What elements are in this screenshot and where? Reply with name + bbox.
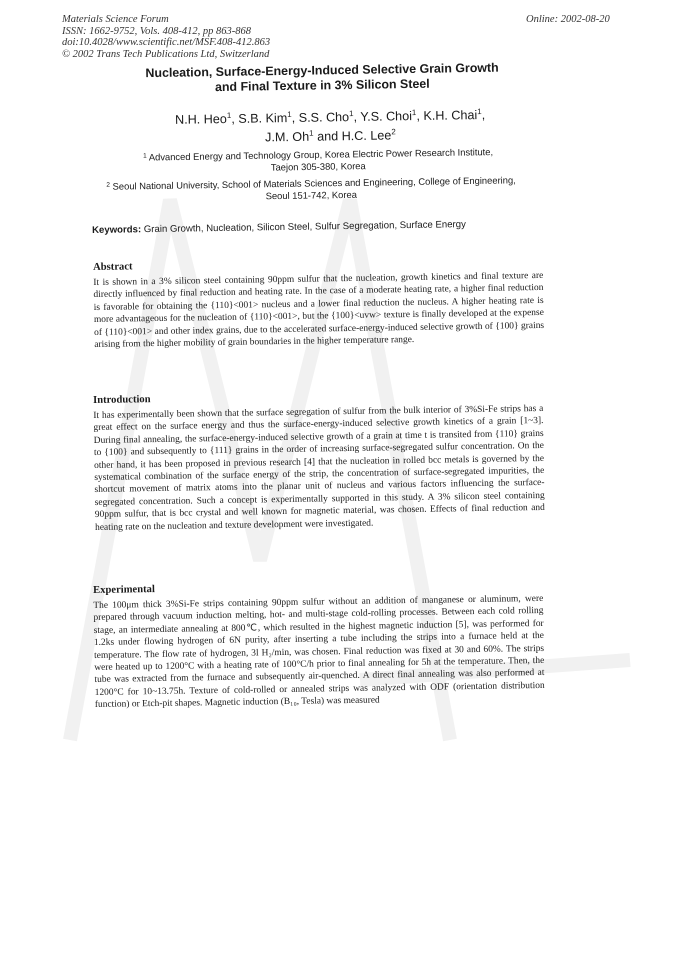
keywords-label: Keywords: (92, 224, 142, 236)
experimental-section (93, 578, 545, 712)
abstract-body: It is shown in a 3% silicon steel containing 90ppm sulfur that the nucleation, growth kinetics and final texture are directly influenced by final reduction and heating rate. In the case of a moderate heating rate, a higher final reduction is favorable for obtaining the {110}<001> nucleus and a lower final reduction the nucleus. A higher heating rate is more advantageous for the nucleation of {110}<001>, but the {100}<uvw> texture is finally developed at the expense of {110}<001> and other index grains, due to the accelerated surface-energy-induced selective growth of {100} grains arising from the higher mobility of grain boundaries in the higher temperature range. (93, 270, 545, 351)
experimental-heading: Experimental (93, 584, 155, 596)
author-name: Y.S. Choi (360, 109, 413, 124)
abstract-section (93, 255, 544, 351)
issn-line: ISSN: 1662-9752, Vols. 408-412, pp 863-868 (62, 25, 251, 37)
title-line-1: Nucleation, Surface-Energy-Induced Selective Grain Growth (145, 60, 499, 81)
author-name: N.H. Heo (174, 112, 227, 127)
paper-title (92, 60, 552, 96)
abstract-heading: Abstract (93, 261, 133, 273)
author-line-2: J.M. Oh$^1$ and H.C. Lee$^2$ (264, 127, 396, 145)
author-name: K.H. Chai (423, 108, 478, 123)
introduction-heading: Introduction (93, 394, 151, 406)
introduction-body: It has experimentally been shown that the surface segregation of sulfur from the bulk interior of 3%Si-Fe strips has a great effect on the surface energy and thus the surface-energy-induced selective growth kinetics of a grain [1~3]. During final annealing, the surface-energy-induced selective growth of a grain at time t is transited from {110} grains to {100} and subsequently to {111} grains in the order of increasing surface-segregated sulfur concentration. On the other hand, it has been proposed in previous research [4] that the nucleation in rolled bcc metals is governed by the systematical combination of the surface energy of the strip, the concentration of surface-segregated impurities, the shortcut movement of matrix atoms into the planar unit of nucleus and various factors influencing the surface-segregated concentration. Such a concept is experimentally supported in this study. A 3% silicon steel containing 90ppm sulfur, that is bcc crystal and well known for magnetic material, was chosen. Effects of final reduction and heating rate on the nucleation and texture development were investigated. (93, 403, 545, 533)
affiliation-1: $^1$ Advanced Energy and Technology Group, Korea Electric Power Research Institute, Taejon 305-380, Korea (143, 146, 494, 173)
copyright-line: © 2002 Trans Tech Publications Ltd, Switzerland (62, 48, 270, 60)
journal-header (62, 14, 270, 60)
author-line-1: N.H. Heo$^1$, S.B. Kim$^1$, S.S. Cho$^1$, Y.S. Choi$^1$, K.H. Chai$^1$, (174, 107, 486, 127)
keywords (92, 217, 592, 236)
author-name: H.C. Lee (341, 128, 392, 144)
journal-name: Materials Science Forum (62, 14, 169, 25)
title-line-2: and Final Texture in 3% Silicon Steel (214, 76, 430, 94)
author-list (100, 103, 561, 148)
doi-link[interactable]: doi:10.4028/www.scientific.net/MSF.408-412.863 (62, 37, 271, 48)
author-name: J.M. Oh (264, 129, 310, 145)
affiliation-2: $^2$ Seoul National University, School of Materials Sciences and Engineering, College of Engineering, Seoul 151-742, Korea (106, 174, 516, 201)
keywords-text: Grain Growth, Nucleation, Silicon Steel, Sulfur Segregation, Surface Energy (143, 219, 466, 236)
online-date: Online: 2002-08-20 (526, 14, 610, 25)
experimental-body: The 100μm thick 3%Si-Fe strips containing 90ppm sulfur without an addition of manganese or aluminum, were prepared through vacuum induction melting, hot- and multi-stage cold-rolling processes. Between each cold rolling stage, an intermediate annealing at 800℃, which resulted in the highest magnetic induction [5], was performed for 1.2ks under flowing hydrogen of 6N purity, after inserting a tube including the strips into a furnace held at the temperature. The flow rate of hydrogen, 3l H₂/min, was chosen. Final reduction was fixed at 30 and 60%. The strips were heated up to 1200°C with a heating rate of 100°C/h prior to final annealing for 5h at the temperature. Then, the tube was extracted from the furnace and subsequently air-quenched. A direct final annealing was also performed at 1200°C for 10~13.75h. Texture of cold-rolled or annealed strips was analyzed with ODF (orientation distribution function) or Etch-pit shapes. Magnetic induction (B₁₀, Tesla) was measured (93, 593, 545, 711)
author-name: S.B. Kim (238, 111, 288, 126)
introduction-section (93, 388, 545, 534)
author-name: S.S. Cho (298, 110, 350, 125)
